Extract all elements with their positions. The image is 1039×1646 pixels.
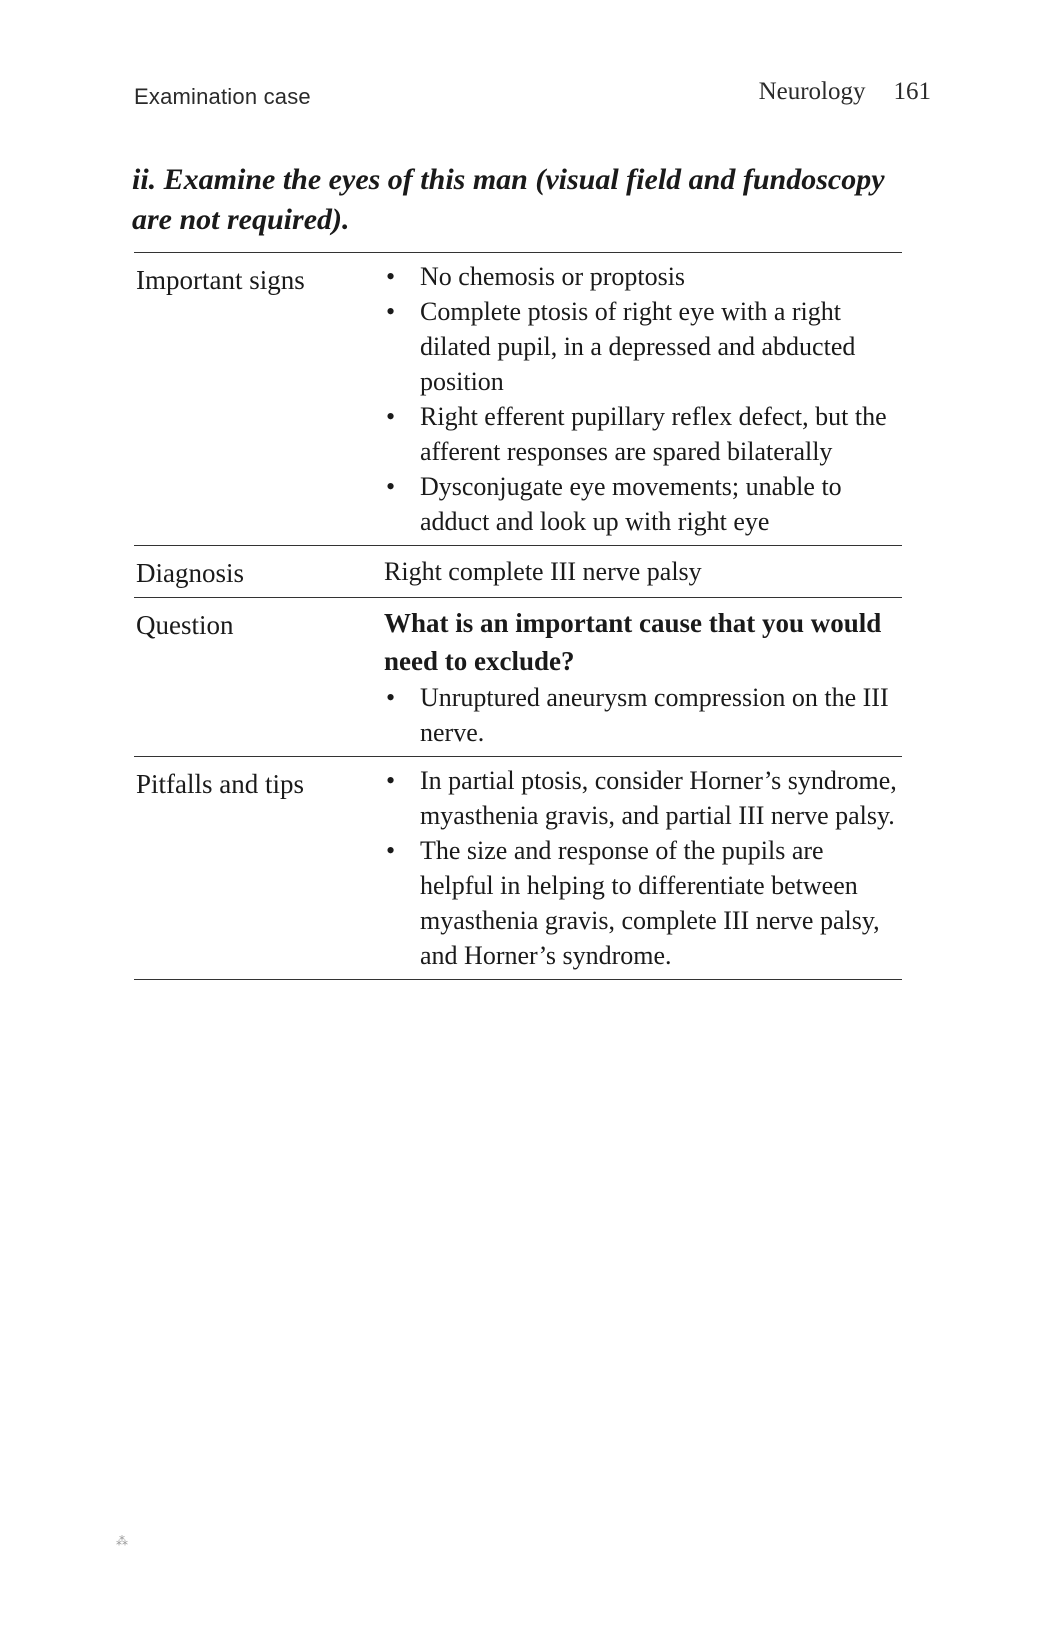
bullet-icon: •	[386, 297, 396, 326]
list-item	[384, 469, 902, 539]
list-item-text: Right efferent pupillary reflex defect, but the afferent responses are spared bilaterally	[420, 402, 887, 466]
table-row-diagnosis	[134, 545, 902, 597]
list-item-text: Unruptured aneurysm compression on the III nerve.	[420, 683, 889, 747]
row-label: Pitfalls and tips	[136, 769, 304, 799]
bullet-icon: •	[386, 472, 396, 501]
row-label: Diagnosis	[136, 558, 244, 588]
bullet-icon: •	[386, 766, 396, 795]
section-heading: ii. Examine the eyes of this man (visual field and fundoscopy are not required).	[132, 163, 885, 236]
list-item-text: In partial ptosis, consider Horner’s syndrome, myasthenia gravis, and partial III nerve palsy.	[420, 766, 897, 830]
list-item	[384, 833, 902, 973]
row-label: Important signs	[136, 265, 305, 295]
exam-table	[134, 252, 902, 980]
list-item-text: Dysconjugate eye movements; unable to adduct and look up with right eye	[420, 472, 842, 536]
list-item	[384, 680, 902, 750]
scan-artifact-icon: ⁂	[116, 1534, 128, 1548]
row-label: Question	[136, 610, 234, 640]
bullet-list	[384, 763, 902, 973]
question-text: What is an important cause that you would need to exclude?	[384, 608, 882, 676]
table-row-important-signs	[134, 252, 902, 545]
bullet-icon: •	[386, 836, 396, 865]
section-name: Neurology	[758, 78, 866, 105]
diagnosis-text: Right complete III nerve palsy	[384, 557, 702, 586]
bullet-icon: •	[386, 402, 396, 431]
table-row-question	[134, 597, 902, 756]
row-content	[384, 604, 902, 750]
running-head-left: Examination case	[134, 84, 311, 109]
bullet-list	[384, 680, 902, 750]
list-item	[384, 259, 902, 294]
table-row-pitfalls	[134, 756, 902, 980]
row-content	[384, 259, 902, 539]
row-content	[384, 763, 902, 973]
bullet-icon: •	[386, 262, 396, 291]
list-item	[384, 399, 902, 469]
list-item-text: No chemosis or proptosis	[420, 262, 686, 291]
list-item	[384, 294, 902, 399]
page-number: 161	[893, 78, 931, 105]
list-item	[384, 763, 902, 833]
list-item-text: Complete ptosis of right eye with a right dilated pupil, in a depressed and abducted position	[420, 297, 856, 396]
bullet-list	[384, 259, 902, 539]
bullet-icon: •	[386, 683, 396, 712]
running-head-right	[759, 78, 931, 106]
list-item-text: The size and response of the pupils are helpful in helping to differentiate between myasthenia gravis, complete III nerve palsy, and Horner’s syndrome.	[420, 836, 880, 970]
